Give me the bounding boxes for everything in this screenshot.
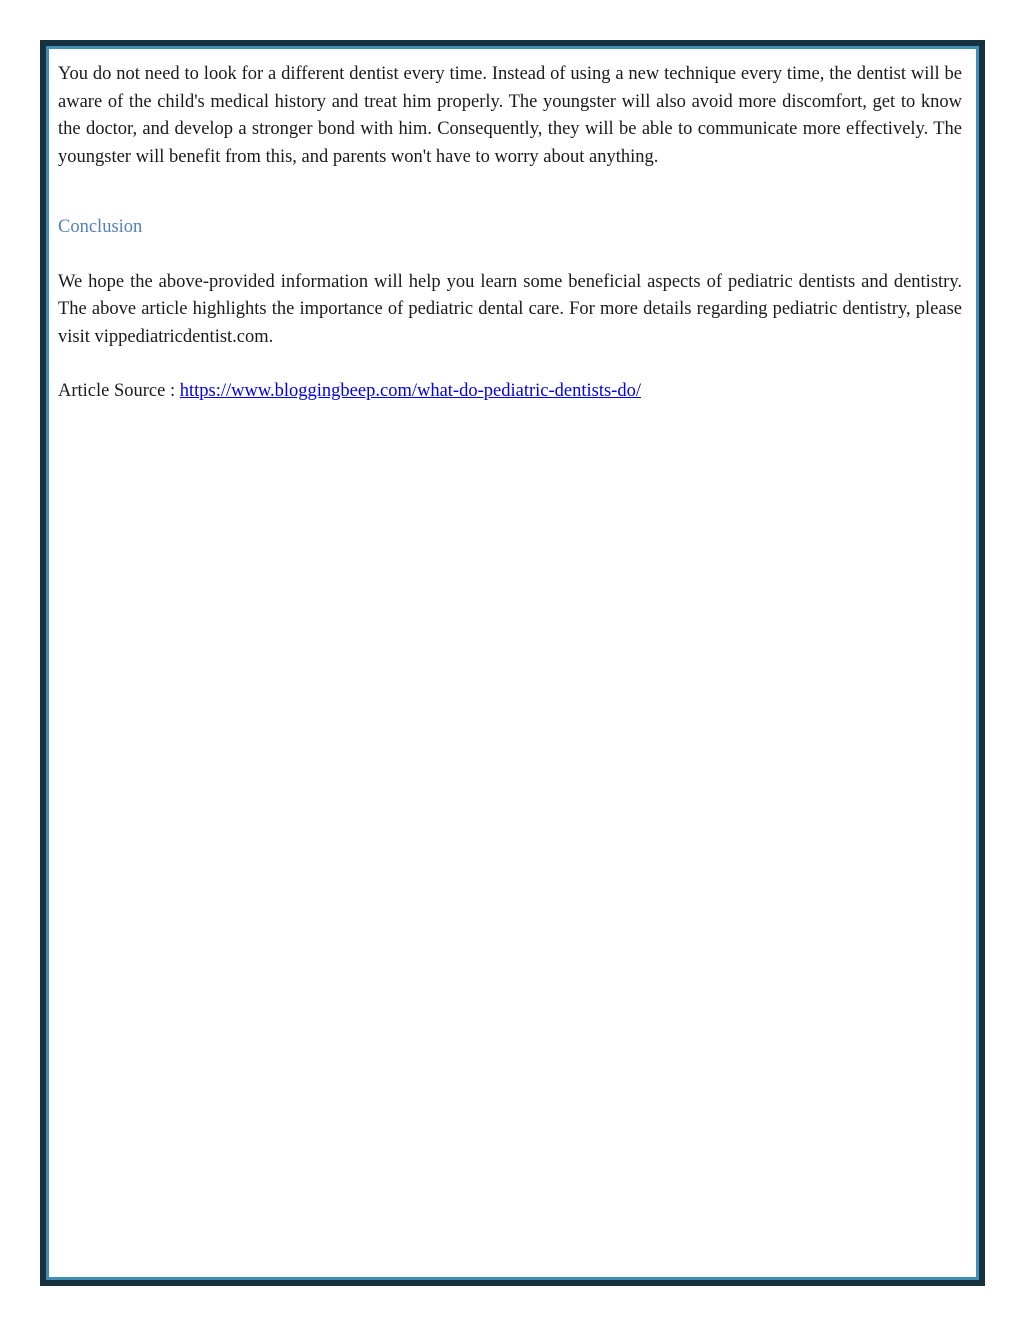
article-source-label: Article Source : bbox=[58, 381, 180, 401]
article-source-link[interactable]: https://www.bloggingbeep.com/what-do-pediatric-dentists-do/ bbox=[179, 381, 641, 401]
body-paragraph-1: You do not need to look for a different dentist every time. Instead of using a new technique every time, the dentist will be aware of the child's medical history and treat him properly. The youngster will also avoid more discomfort, get to know the doctor, and develop a stronger bond with him. Consequently, they will be able to communicate more effectively. The youngster will benefit from this, and parents won't have to worry about anything. bbox=[58, 64, 962, 167]
page-frame bbox=[40, 40, 985, 1286]
article-source bbox=[58, 378, 962, 406]
document-content bbox=[58, 61, 962, 406]
conclusion-heading: Conclusion bbox=[58, 217, 143, 237]
page-border bbox=[46, 46, 979, 1280]
body-paragraph-2: We hope the above-provided information will help you learn some beneficial aspects of pediatric dentists and dentistry. The above article highlights the importance of pediatric dental care. For more details regarding pediatric dentistry, please visit vippediatricdentist.com. bbox=[58, 271, 962, 347]
